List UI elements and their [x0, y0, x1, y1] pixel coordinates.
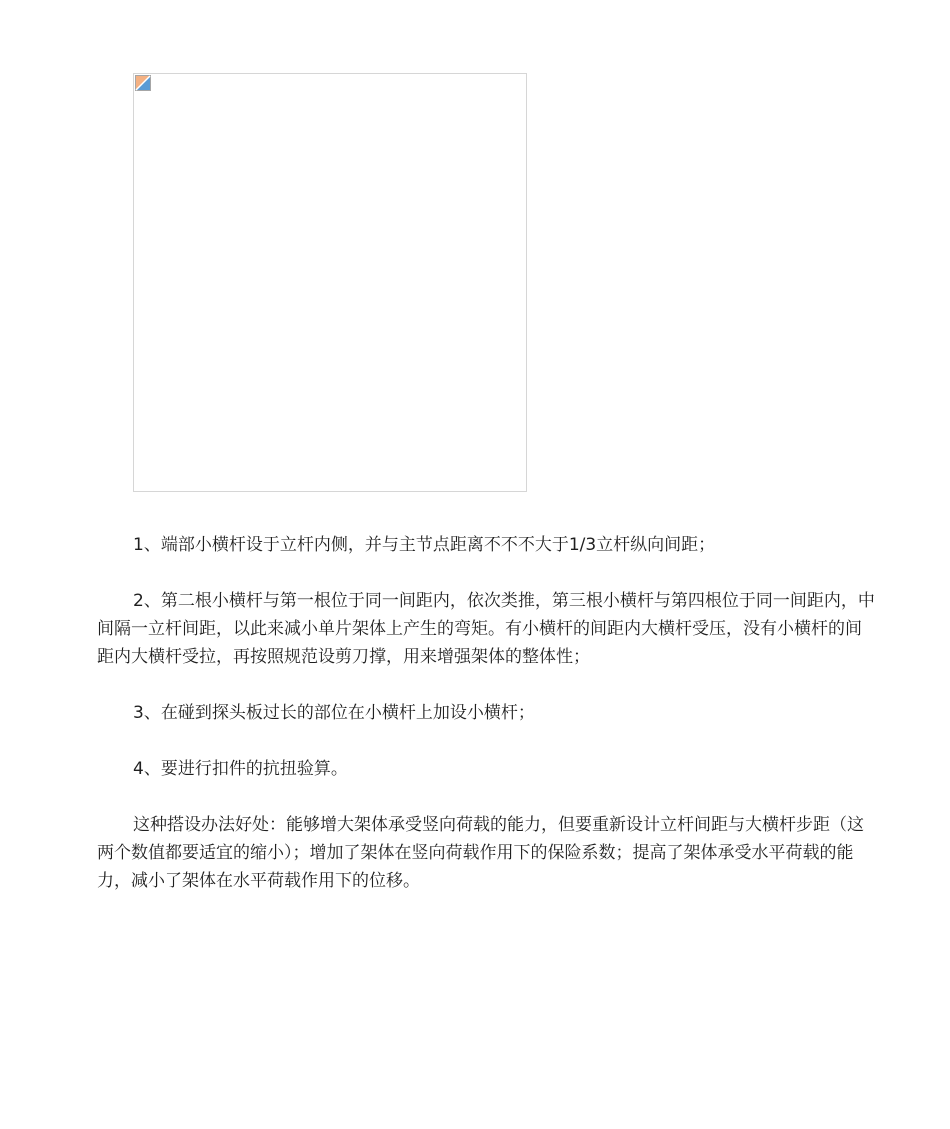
paragraph-2: 2、第二根小横杆与第一根位于同一间距内，依次类推，第三根小横杆与第四根位于同一间距内，中间隔一立杆间距，以此来减小单片架体上产生的弯矩。有小横杆的间距内大横杆受压，没有小横杆的间距内大横杆受拉，再按照规范设剪刀撑，用来增强架体的整体性；: [97, 591, 875, 667]
paragraph-1: 1、端部小横杆设于立杆内侧，并与主节点距离不不不大于1/3立杆纵向间距；: [133, 535, 716, 555]
paragraph-3: 3、在碰到探头板过长的部位在小横杆上加设小横杆；: [133, 703, 535, 723]
image-placeholder: [133, 73, 527, 492]
paragraph-4: 4、要进行扣件的抗扭验算。: [133, 759, 348, 779]
paragraph-5: 这种搭设办法好处：能够增大架体承受竖向荷载的能力，但要重新设计立杆间距与大横杆步距（这两个数值都要适宜的缩小）；增加了架体在竖向荷载作用下的保险系数；提高了架体承受水平荷载的能力，减小了架体在水平荷载作用下的位移。: [97, 815, 864, 891]
document-body: [97, 531, 877, 923]
broken-image-icon: [135, 75, 151, 91]
